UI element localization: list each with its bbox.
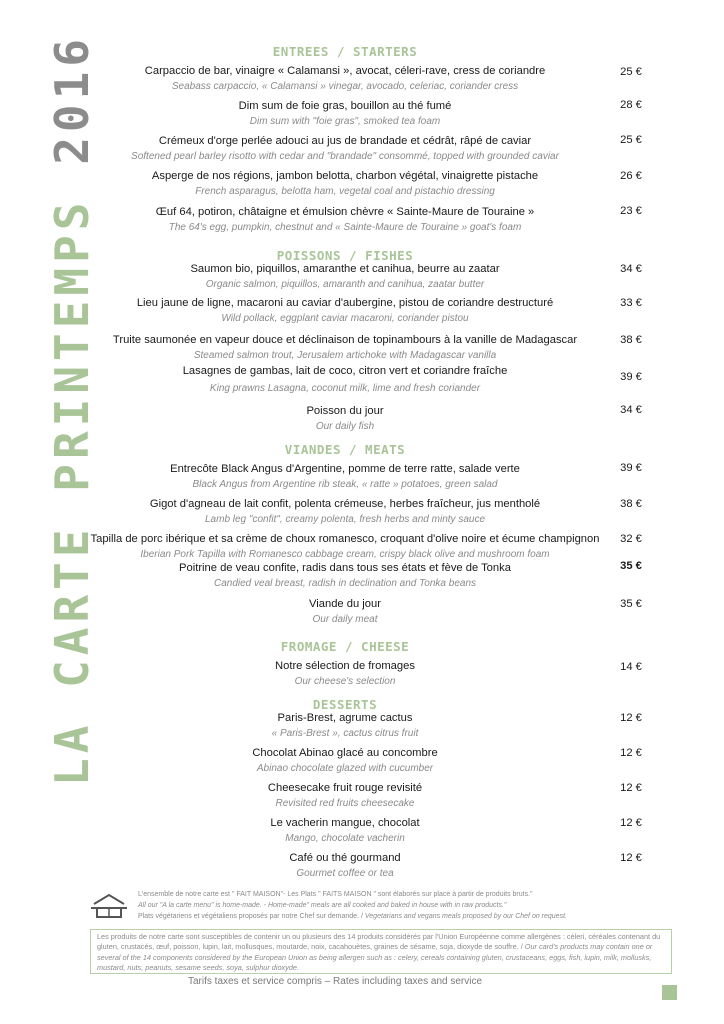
- dish-name-en: Steamed salmon trout, Jerusalem artichoke with Madagascar vanilla: [193, 350, 497, 361]
- section-title-fromage: FROMAGE / CHEESE: [280, 639, 410, 654]
- dish-d4: [60, 816, 630, 846]
- dish-e4: [60, 169, 630, 199]
- dish-price: 14 €: [620, 661, 642, 673]
- dish-name-fr: Le vacherin mangue, chocolat: [270, 817, 420, 829]
- dish-name-en: Seabass carpaccio, « Calamansi » vinegar, avocado, celeriac, coriander cress: [171, 81, 519, 92]
- dish-p5: [60, 404, 630, 434]
- dish-name-en: Lamb leg "confit", creamy polenta, fresh herbs and minty sauce: [204, 514, 486, 525]
- dish-price: 12 €: [620, 747, 642, 759]
- dish-name-en: Wild pollack, eggplant caviar macaroni, coriander pistou: [221, 313, 469, 324]
- dish-price: 34 €: [620, 404, 642, 416]
- dish-name-en: Organic salmon, piquillos, amaranth and canihua, zaatar butter: [205, 279, 485, 290]
- dish-d1: [60, 711, 630, 741]
- dish-v3: [60, 532, 630, 562]
- section-title-viandes: VIANDES / MEATS: [284, 442, 406, 457]
- dish-v1: [60, 462, 630, 492]
- dish-price: 35 €: [620, 560, 642, 572]
- dish-f1: [60, 659, 630, 689]
- vegetarian-note: [138, 911, 648, 922]
- dish-name-fr: Truite saumonée en vapeur douce et déclinaison de topinambours à la vanille de Madagascar: [112, 334, 578, 346]
- dish-name-fr: Dim sum de foie gras, bouillon au thé fumé: [238, 100, 452, 112]
- dish-price: 23 €: [620, 205, 642, 217]
- dish-name-en: « Paris-Brest », cactus citrus fruit: [271, 728, 419, 739]
- dish-name-fr: Crémeux d'orge perlée adouci au jus de brandade et cédrât, râpé de caviar: [158, 135, 532, 147]
- dish-p3: [60, 333, 630, 363]
- dish-name-en: Candied veal breast, radish in declination and Tonka beans: [213, 578, 477, 589]
- dish-e1: [60, 64, 630, 94]
- dish-price: 38 €: [620, 334, 642, 346]
- dish-price: 12 €: [620, 817, 642, 829]
- fait-maison-fr: L'ensemble de notre carte est " FAIT MAISON"- Les Plats " FAITS MAISON " sont élaborés sur place à partir de produits bruts.": [138, 891, 533, 898]
- allergen-notice: [90, 929, 672, 974]
- dish-name-en: Iberian Pork Tapilla with Romanesco cabbage cream, crispy black olive and mushroom foam: [140, 549, 550, 560]
- dish-p2: [60, 296, 630, 326]
- dish-v2: [60, 497, 630, 527]
- dish-name-fr: Cheesecake fruit rouge revisité: [267, 782, 423, 794]
- dish-price: 35 €: [620, 598, 642, 610]
- allergen-en: Our card's products may contain one or several of the 14 components considered by the European Union as being allergen such as : celery, cereals containing gluten, crustaceans, eggs, fish, lupin, milk, mollusks, mustard, nuts, peanuts, sesame seeds, soya, sulphur dioxyde.: [97, 942, 653, 972]
- dish-price: 38 €: [620, 498, 642, 510]
- dish-name-en: Our cheese's selection: [294, 676, 396, 687]
- dish-name-fr: Chocolat Abinao glacé au concombre: [252, 747, 438, 759]
- dish-price: 26 €: [620, 170, 642, 182]
- dish-name-fr: Paris-Brest, agrume cactus: [277, 712, 413, 724]
- dish-d2: [60, 746, 630, 776]
- dish-v5: [60, 597, 630, 627]
- dish-price: 12 €: [620, 852, 642, 864]
- side-title-main: LA CARTE PRINTEMPS: [45, 197, 99, 786]
- dish-price: 25 €: [620, 66, 642, 78]
- fait-maison-en: All our "A la carte menu" is home-made. - Home-made" meals are all cooked and baked in house with in raw products.": [138, 902, 507, 909]
- dish-name-en: Black Angus from Argentine rib steak, « ratte » potatoes, green salad: [192, 479, 498, 490]
- section-title-poissons: POISSONS / FISHES: [276, 248, 414, 263]
- dish-e2: [60, 99, 630, 129]
- dish-name-en: Dim sum with "foie gras", smoked tea foam: [249, 116, 441, 127]
- dish-name-fr: Poitrine de veau confite, radis dans tous ses états et fève de Tonka: [179, 562, 511, 574]
- dish-name-en: French asparagus, belotta ham, vegetal coal and pistachio dressing: [195, 186, 495, 197]
- dish-price: 34 €: [620, 263, 642, 275]
- dish-p4: [60, 364, 630, 396]
- dish-d3: [60, 781, 630, 811]
- dish-name-en: Abinao chocolate glazed with cucumber: [256, 763, 434, 774]
- dish-name-en: Our daily fish: [315, 421, 375, 432]
- dish-name-fr: Viande du jour: [309, 598, 381, 610]
- dish-v4: [60, 561, 630, 591]
- dish-price: 12 €: [620, 782, 642, 794]
- dish-name-fr: Entrecôte Black Angus d'Argentine, pomme de terre ratte, salade verte: [170, 463, 520, 475]
- dish-name-en: Gourmet coffee or tea: [296, 868, 394, 879]
- dish-price: 25 €: [620, 134, 642, 146]
- dish-e5: [60, 205, 630, 235]
- dish-name-en: Our daily meat: [312, 614, 378, 625]
- dish-e3: [60, 134, 630, 164]
- dish-price: 33 €: [620, 297, 642, 309]
- dish-name-fr: Café ou thé gourmand: [289, 852, 401, 864]
- side-title-year: 2016: [45, 34, 99, 165]
- house-pan-icon: [90, 892, 128, 925]
- dish-name-fr: Tapilla de porc ibérique et sa crème de choux romanesco, croquant d'olive noire et écume champignon: [90, 533, 600, 545]
- dish-name-en: The 64's egg, pumpkin, chestnut and « Sainte-Maure de Touraine » goat's foam: [168, 222, 522, 233]
- decorative-square: [662, 985, 677, 1000]
- fait-maison-note: [138, 889, 648, 922]
- dish-name-en: Mango, chocolate vacherin: [285, 833, 405, 844]
- dish-name-fr: Asperge de nos régions, jambon belotta, charbon végétal, vinaigrette pistache: [151, 170, 539, 182]
- dish-name-en: Softened pearl barley risotto with cedar and "brandade" consommé, topped with grounded caviar: [131, 151, 559, 162]
- dish-price: 28 €: [620, 99, 642, 111]
- dish-price: 32 €: [620, 533, 642, 545]
- vegetarian-en: Vegetarians and vegans meals proposed by our Chef on request.: [364, 913, 567, 920]
- section-title-desserts: DESSERTS: [312, 697, 378, 712]
- dish-price: 12 €: [620, 712, 642, 724]
- dish-d5: [60, 851, 630, 881]
- section-title-entrees: ENTREES / STARTERS: [272, 44, 418, 59]
- dish-name-fr: Poisson du jour: [306, 405, 384, 417]
- taxes-note: Tarifs taxes et service compris – Rates including taxes and service: [188, 976, 483, 987]
- dish-name-fr: Notre sélection de fromages: [275, 660, 415, 672]
- dish-name-fr: Saumon bio, piquillos, amaranthe et canihua, beurre au zaatar: [190, 263, 500, 275]
- dish-name-fr: Lieu jaune de ligne, macaroni au caviar d'aubergine, pistou de coriandre destructuré: [136, 297, 554, 309]
- dish-name-fr: Carpaccio de bar, vinaigre « Calamansi », avocat, céleri-rave, cress de coriandre: [144, 65, 546, 77]
- dish-name-en: Revisited red fruits cheesecake: [275, 798, 415, 809]
- dish-name-en: King prawns Lasagna, coconut milk, lime and fresh coriander: [209, 383, 481, 394]
- dish-price: 39 €: [620, 462, 642, 474]
- dish-p1: [60, 262, 630, 292]
- dish-name-fr: Œuf 64, potiron, châtaigne et émulsion chèvre « Sainte-Maure de Touraine »: [155, 206, 535, 218]
- vegetarian-fr: Plats végétariens et végétaliens proposés par notre Chef sur demande. /: [138, 913, 363, 920]
- dish-name-fr: Gigot d'agneau de lait confit, polenta crémeuse, herbes fraîcheur, jus mentholé: [149, 498, 541, 510]
- dish-price: 39 €: [620, 371, 642, 383]
- allergen-fr: Les produits de notre carte sont susceptibles de contenir un ou plusieurs des 14 produits considérés par l'Union Européenne comme allergènes : céleri, céréales contenant du gluten, crustacés, œuf, poisson, lupin, lait, mollusques, moutarde, noix, cacahouètes, graines de sésame, soja, dioxyde de souffre. /: [97, 932, 661, 952]
- dish-name-fr: Lasagnes de gambas, lait de coco, citron vert et coriandre fraîche: [182, 365, 508, 377]
